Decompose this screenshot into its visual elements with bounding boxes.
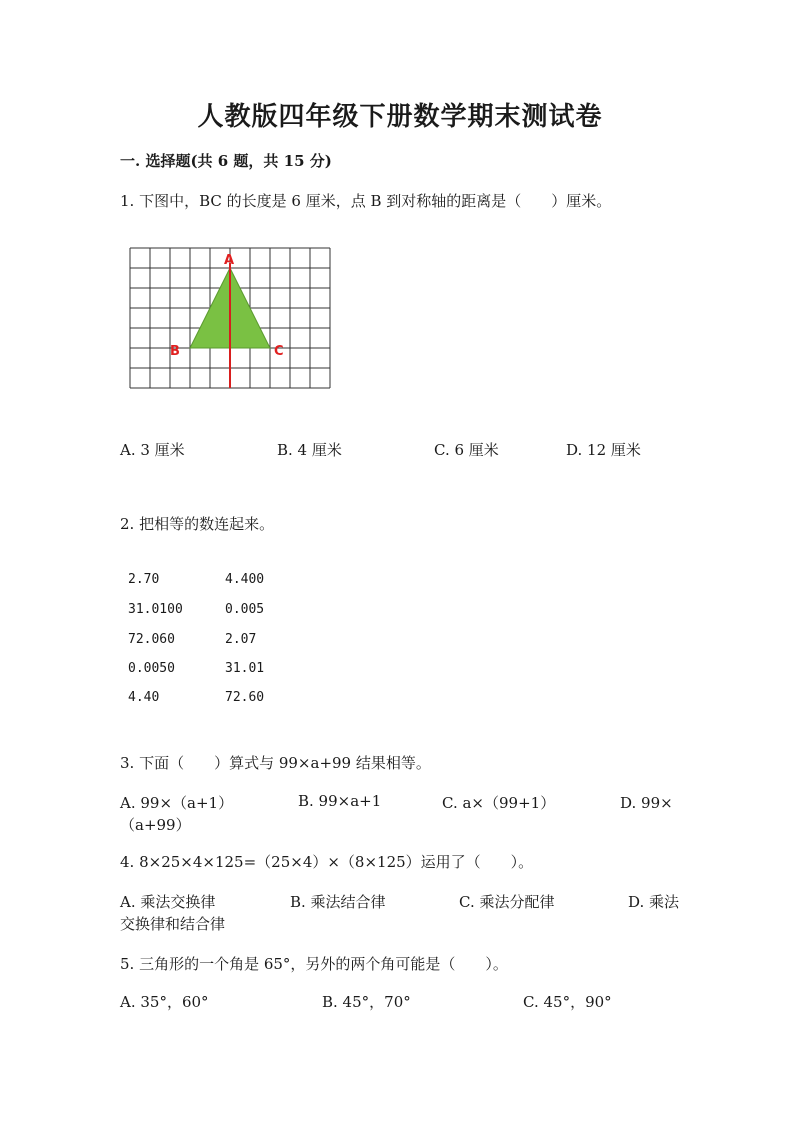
left-number[interactable]: 0.0050: [128, 661, 175, 676]
q4-option-c[interactable]: C. 乘法分配律: [459, 893, 555, 911]
section-heading: 一. 选择题(共 6 题，共 15 分): [120, 152, 332, 170]
right-number[interactable]: 4.400: [225, 572, 265, 587]
q4-option-a[interactable]: A. 乘法交换律: [120, 893, 216, 911]
question-5-text: 5. 三角形的一个角是 65°，另外的两个角可能是（ ）。: [120, 955, 508, 973]
left-number[interactable]: 4.40: [128, 690, 160, 705]
question-1-text: 1. 下图中，BC 的长度是 6 厘米，点 B 到对称轴的距离是（ ）厘米。: [120, 192, 612, 210]
q1-option-a[interactable]: A. 3 厘米: [120, 441, 185, 459]
q3-option-b[interactable]: B. 99×a+1: [298, 792, 382, 810]
q1-option-b[interactable]: B. 4 厘米: [277, 441, 342, 459]
symmetry-grid-figure: [126, 245, 336, 395]
q5-option-b[interactable]: B. 45°，70°: [322, 993, 411, 1011]
q1-option-d[interactable]: D. 12 厘米: [566, 441, 641, 459]
q3-option-d[interactable]: D. 99×（a+99）: [120, 794, 673, 834]
q1-option-c[interactable]: C. 6 厘米: [434, 441, 499, 459]
label-c: C: [274, 344, 284, 359]
right-number[interactable]: 72.60: [225, 690, 265, 705]
label-a: A: [224, 253, 235, 268]
left-number[interactable]: 2.70: [128, 572, 160, 587]
question-2-text: 2. 把相等的数连起来。: [120, 515, 275, 533]
q3-option-a[interactable]: A. 99×（a+1）: [120, 794, 234, 812]
question-3-text: 3. 下面（ ）算式与 99×a+99 结果相等。: [120, 754, 431, 772]
right-number[interactable]: 0.005: [225, 602, 265, 617]
q3-option-c[interactable]: C. a×（99+1）: [442, 794, 556, 812]
q4-option-b[interactable]: B. 乘法结合律: [290, 893, 386, 911]
q5-option-c[interactable]: C. 45°，90°: [523, 993, 612, 1011]
q5-option-a[interactable]: A. 35°，60°: [120, 993, 209, 1011]
left-number[interactable]: 31.0100: [128, 602, 183, 617]
q4-option-d[interactable]: D. 乘法交换律和结合律: [120, 893, 680, 933]
right-number[interactable]: 2.07: [225, 632, 257, 647]
label-b: B: [170, 344, 180, 359]
left-number[interactable]: 72.060: [128, 632, 175, 647]
right-number[interactable]: 31.01: [225, 661, 265, 676]
question-4-text: 4. 8×25×4×125=（25×4）×（8×125）运用了（ ）。: [120, 853, 534, 871]
page-title: 人教版四年级下册数学期末测试卷: [197, 102, 603, 132]
